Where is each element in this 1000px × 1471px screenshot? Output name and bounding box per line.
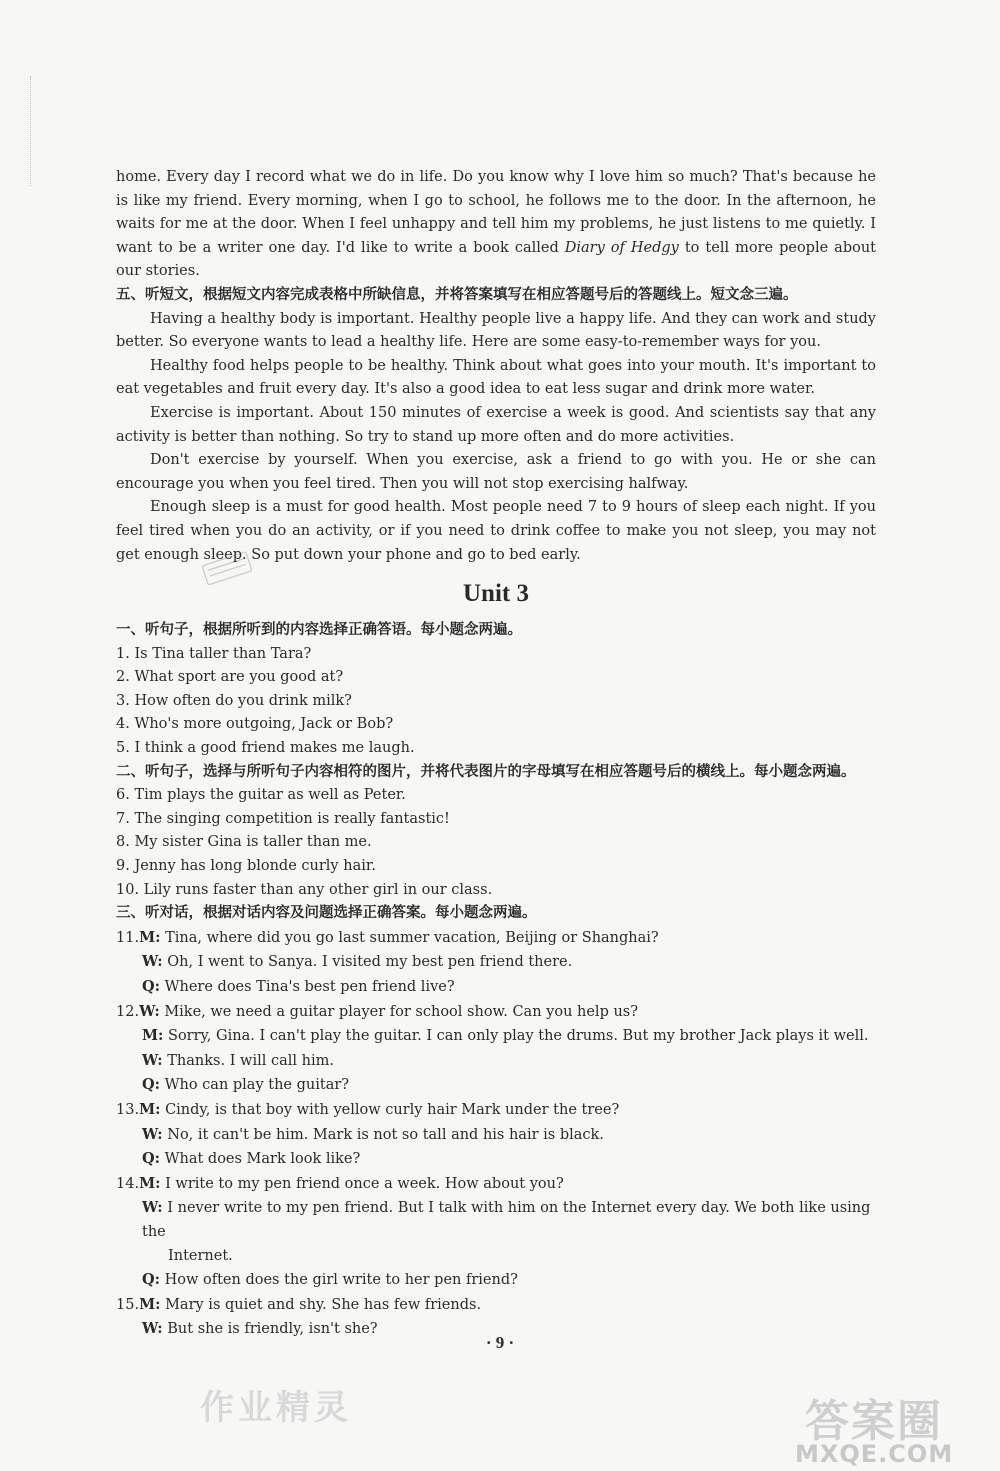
- speaker-label: M:: [139, 928, 161, 946]
- watermark-url: MXQE.COM: [795, 1440, 954, 1468]
- part1-heading: 一、听句子，根据所听到的内容选择正确答语。每小题念两遍。: [116, 622, 522, 639]
- part1-item: 2. What sport are you good at?: [116, 669, 344, 686]
- speaker-label: Q:: [142, 1271, 160, 1289]
- dialogue-14-q: [116, 1268, 876, 1293]
- section5-paragraph: Don't exercise by yourself. When you exercise, ask a friend to go with you. He or she can encourage you when you feel tired. Then you will not stop exercising halfway.: [116, 452, 876, 492]
- dialogue-14-m: [116, 1172, 876, 1197]
- passage-continued: [116, 166, 876, 284]
- section5-paragraph: Healthy food helps people to be healthy. Think about what goes into your mouth. It's important to eat vegetables and fruit every day. It's also a good idea to eat less sugar and drink more water.: [116, 357, 876, 398]
- speaker-label: W:: [142, 1125, 163, 1143]
- dialogue-11-m: [116, 926, 876, 951]
- dialogue-text: But she is friendly, isn't she?: [162, 1321, 378, 1338]
- question-number: 11.: [116, 929, 140, 946]
- passage-text-b: to tell more people about our stories.: [116, 239, 877, 280]
- dialogue-text: Tina, where did you go last summer vacation, Beijing or Shanghai?: [160, 929, 659, 946]
- dialogue-11-w: [116, 950, 876, 975]
- dialogue-text: I never write to my pen friend. But I talk with him on the Internet every day. We both like using the: [142, 1200, 871, 1240]
- part2-item: 8. My sister Gina is taller than me.: [116, 834, 372, 851]
- dialogue-14-w-cont: Internet.: [168, 1247, 233, 1264]
- dialogue-text: How often does the girl write to her pen friend?: [159, 1272, 518, 1289]
- speaker-label: M:: [142, 1027, 164, 1045]
- section5-paragraph: Exercise is important. About 150 minutes of exercise a week is good. And scientists say that any activity is better than nothing. So try to stand up more often and do more activities.: [116, 404, 876, 445]
- dialogue-12-w: [116, 1000, 876, 1025]
- speaker-label: M:: [139, 1174, 161, 1192]
- part1-item: 4. Who's more outgoing, Jack or Bob?: [116, 716, 394, 733]
- dialogue-12-q: [116, 1073, 876, 1098]
- question-number: 13.: [116, 1101, 140, 1118]
- question-number: 12.: [116, 1003, 140, 1020]
- passage-text-a: home. Every day I record what we do in life. Do you know why I love him so much? That's because he is like my friend. Every morning, when I go to school, he follows me to the door. In the afternoon, he waits for me at the door. When I feel unhappy and tell him my problems, he just listens to me quietly. I want to be a writer one day. I'd like to write a book called: [116, 169, 876, 256]
- speaker-label: M:: [139, 1100, 161, 1118]
- part2-item: 7. The singing competition is really fantastic!: [116, 810, 450, 827]
- dialogue-13-m: [116, 1098, 876, 1123]
- unit-title: Unit 3: [463, 580, 529, 608]
- dialogue-text: No, it can't be him. Mark is not so tall and his hair is black.: [162, 1126, 604, 1143]
- speaker-label: W:: [139, 1002, 160, 1020]
- watermark-logo: 答案圈: [805, 1396, 943, 1447]
- question-number: 14.: [116, 1175, 140, 1192]
- dialogue-12-w2: [116, 1049, 876, 1074]
- question-number: 15.: [116, 1296, 140, 1313]
- speaker-label: Q:: [142, 1076, 160, 1094]
- dialogue-text: Thanks. I will call him.: [162, 1052, 334, 1069]
- part3-heading: 三、听对话，根据对话内容及问题选择正确答案。每小题念两遍。: [116, 905, 537, 922]
- dialogue-text: Oh, I went to Sanya. I visited my best pen friend there.: [162, 954, 573, 971]
- dialogue-13-w: [116, 1123, 876, 1148]
- speaker-label: W:: [142, 953, 163, 971]
- watermark-text: 作业精灵: [200, 1388, 352, 1428]
- dialogue-text: Cindy, is that boy with yellow curly hair Mark under the tree?: [160, 1101, 620, 1118]
- dialogue-text: Who can play the guitar?: [159, 1077, 350, 1094]
- page-number: · 9 ·: [485, 1333, 515, 1352]
- dialogue-text: What does Mark look like?: [159, 1151, 361, 1168]
- dialogue-15-m: [116, 1293, 876, 1318]
- section5-paragraph: Enough sleep is a must for good health. Most people need 7 to 9 hours of sleep each night. If you feel tired when you do an activity, or if you need to drink coffee to make you not sleep, you may not get enough sleep. So put down your phone and go to bed early.: [116, 499, 876, 563]
- part2-item: 9. Jenny has long blonde curly hair.: [116, 858, 376, 875]
- part2-item: 10. Lily runs faster than any other girl in our class.: [116, 881, 493, 898]
- speaker-label: W:: [142, 1199, 163, 1217]
- dialogue-12-m: [116, 1024, 876, 1049]
- dialogue-text: Sorry, Gina. I can't play the guitar. I can only play the drums. But my brother Jack plays it well.: [163, 1028, 869, 1045]
- part1-item: 1. Is Tina taller than Tara?: [116, 645, 312, 662]
- dialogue-14-w: [116, 1196, 876, 1244]
- dialogue-text: Mary is quiet and shy. She has few friends.: [160, 1296, 482, 1313]
- book-title: Diary of Hedgy: [564, 239, 679, 256]
- part1-item: 5. I think a good friend makes me laugh.: [116, 740, 415, 757]
- dialogue-text: Mike, we need a guitar player for school show. Can you help us?: [159, 1003, 639, 1020]
- speaker-label: W:: [142, 1320, 163, 1338]
- speaker-label: M:: [139, 1295, 161, 1313]
- dialogue-11-q: [116, 975, 876, 1000]
- speaker-label: Q:: [142, 978, 160, 995]
- part1-item: 3. How often do you drink milk?: [116, 692, 352, 709]
- part2-heading: 二、听句子，选择与所听句子内容相符的图片，并将代表图片的字母填写在相应答题号后的横线上。每小题念两遍。: [116, 763, 856, 780]
- speaker-label: Q:: [142, 1150, 160, 1168]
- dialogue-text: I write to my pen friend once a week. How about you?: [160, 1175, 564, 1192]
- dialogue-13-q: [116, 1147, 876, 1172]
- speaker-label: W:: [142, 1051, 163, 1069]
- part2-item: 6. Tim plays the guitar as well as Peter.: [116, 787, 406, 804]
- section5-heading: 五、听短文，根据短文内容完成表格中所缺信息，并将答案填写在相应答题号后的答题线上。短文念三遍。: [116, 286, 798, 303]
- section5-paragraph: Having a healthy body is important. Healthy people live a happy life. And they can work and study better. So everyone wants to lead a healthy life. Here are some easy-to-remember ways for you.: [116, 310, 876, 351]
- dialogue-text: Where does Tina's best pen friend live?: [159, 979, 455, 995]
- page-content: [116, 166, 876, 1342]
- margin-rule: [30, 76, 32, 186]
